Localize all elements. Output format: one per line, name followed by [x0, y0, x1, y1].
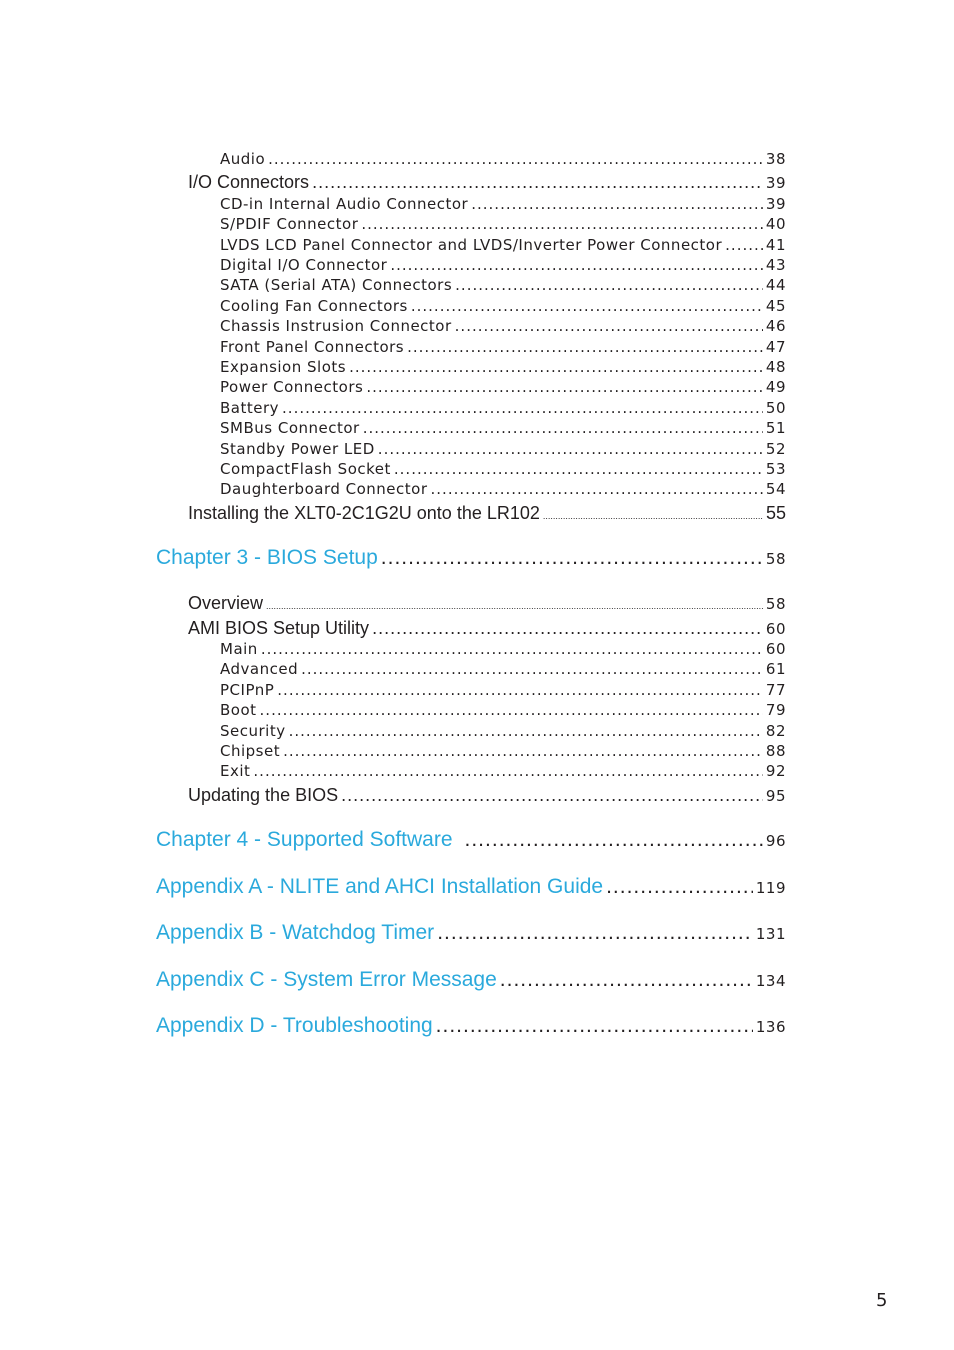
toc-entry-page: 45: [765, 297, 786, 315]
toc-entry-page: 39: [765, 174, 786, 192]
toc-entry-title: Standby Power LED: [220, 440, 375, 458]
toc-entry-title: Updating the BIOS: [188, 785, 339, 805]
toc-entry-page: 44: [765, 276, 786, 294]
toc-leader-dots: [361, 215, 763, 233]
toc-entry[interactable]: [220, 742, 786, 762]
toc-entry-title: PCIPnP: [220, 681, 275, 699]
toc-entry-title: Chipset: [220, 742, 281, 760]
toc-entry-page: 53: [765, 460, 786, 478]
toc-leader-dots: [289, 722, 763, 740]
toc-appendix-entry[interactable]: [156, 1014, 786, 1042]
toc-entry[interactable]: [220, 378, 786, 398]
toc-leader-dots: [431, 480, 763, 498]
toc-entry-title: Appendix A - NLITE and AHCI Installation Guide: [156, 875, 604, 898]
toc-leader-dots: [543, 503, 763, 524]
toc-entry-page: 46: [765, 317, 786, 335]
toc-entry-page: 51: [765, 419, 786, 437]
toc-entry-title: Audio: [220, 150, 266, 168]
toc-leader-dots: [378, 440, 763, 458]
toc-entry[interactable]: [220, 276, 786, 296]
toc-entry-page: 77: [765, 681, 786, 699]
toc-leader-dots: [363, 419, 763, 437]
toc-entry-title: Installing the XLT0-2C1G2U onto the LR102: [188, 503, 540, 523]
toc-entry-page: 55: [765, 503, 786, 523]
toc-leader-dots: [471, 195, 763, 213]
toc-entry[interactable]: [220, 762, 786, 782]
toc-entry-page: 47: [765, 338, 786, 356]
toc-entry-title: Appendix C - System Error Message: [156, 968, 497, 991]
toc-leader-dots: [277, 681, 763, 699]
toc-entry-title: Chassis Instrusion Connector: [220, 317, 452, 335]
toc-entry[interactable]: [220, 195, 786, 215]
toc-entry-title: Battery: [220, 399, 280, 417]
toc-leader-dots: [283, 742, 763, 760]
toc-entry-page: 58: [765, 550, 786, 568]
toc-entry[interactable]: [220, 358, 786, 378]
toc-entry-page: 54: [765, 480, 786, 498]
toc-leader-dots: [411, 297, 763, 315]
toc-entry-page: 49: [765, 378, 786, 396]
toc-entry[interactable]: [220, 297, 786, 317]
toc-entry[interactable]: [220, 215, 786, 235]
toc-entry[interactable]: [220, 150, 786, 170]
toc-leader-dots: [465, 828, 763, 852]
toc-entry[interactable]: [188, 618, 786, 642]
toc-entry-title: Advanced: [220, 660, 299, 678]
toc-entry-title: Security: [220, 722, 286, 740]
toc-entry[interactable]: [220, 660, 786, 680]
toc-entry-title: Overview: [188, 593, 264, 613]
toc-leader-dots: [390, 256, 763, 274]
toc-entry-title: LVDS LCD Panel Connector and LVDS/Inverter Power Connector: [220, 236, 723, 254]
toc-entry-page: 50: [765, 399, 786, 417]
toc-leader-dots: [725, 236, 763, 254]
toc-entry-page: 136: [755, 1018, 786, 1036]
toc-leader-dots: [372, 618, 763, 639]
toc-leader-dots: [282, 399, 763, 417]
toc-entry-page: 61: [765, 660, 786, 678]
toc-leader-dots: [407, 338, 763, 356]
toc-leader-dots: [312, 172, 763, 193]
toc-entry-title: CD-in Internal Audio Connector: [220, 195, 469, 213]
toc-entry-page: 131: [755, 925, 786, 943]
toc-entry-page: 95: [765, 787, 786, 805]
toc-chapter-entry[interactable]: [156, 546, 786, 574]
toc-entry[interactable]: [220, 681, 786, 701]
toc-leader-dots: [366, 378, 763, 396]
toc-entry[interactable]: [188, 593, 786, 617]
toc-leader-dots: [455, 317, 763, 335]
toc-entry-title: Exit: [220, 762, 251, 780]
toc-entry-title: AMI BIOS Setup Utility: [188, 618, 370, 638]
toc-entry-title: Boot: [220, 701, 257, 719]
toc-entry-title: Digital I/O Connector: [220, 256, 388, 274]
toc-entry-title: Cooling Fan Connectors: [220, 297, 408, 315]
toc-entry-title: Power Connectors: [220, 378, 364, 396]
toc-entry-page: 92: [765, 762, 786, 780]
toc-entry[interactable]: [220, 399, 786, 419]
toc-entry-page: 40: [765, 215, 786, 233]
toc-entry[interactable]: [220, 480, 786, 500]
toc-leader-dots: [436, 1014, 753, 1038]
toc-entry-page: 48: [765, 358, 786, 376]
toc-entry-title: Chapter 4 - Supported Software: [156, 828, 453, 851]
toc-entry[interactable]: [188, 172, 786, 196]
toc-entry-page: 119: [755, 879, 786, 897]
toc-entry[interactable]: [188, 785, 786, 809]
toc-appendix-entry[interactable]: [156, 968, 786, 996]
toc-entry-page: 41: [765, 236, 786, 254]
toc-entry[interactable]: [220, 440, 786, 460]
toc-entry-page: 58: [765, 595, 786, 613]
toc-entry-page: 60: [765, 620, 786, 638]
toc-appendix-entry[interactable]: [156, 875, 786, 903]
toc-entry[interactable]: [220, 640, 786, 660]
toc-entry-title: Chapter 3 - BIOS Setup: [156, 546, 378, 569]
toc-entry[interactable]: [220, 236, 786, 256]
toc-leader-dots: [266, 593, 763, 614]
toc-entry[interactable]: [220, 256, 786, 276]
toc-entry[interactable]: [220, 722, 786, 742]
toc-entry-title: SMBus Connector: [220, 419, 360, 437]
toc-entry-title: S/PDIF Connector: [220, 215, 359, 233]
toc-entry[interactable]: [188, 503, 786, 527]
toc-entry[interactable]: [220, 701, 786, 721]
toc-entry-page: 82: [765, 722, 786, 740]
toc-entry-page: 52: [765, 440, 786, 458]
toc-entry-page: 38: [765, 150, 786, 168]
toc-leader-dots: [341, 785, 763, 806]
toc-entry-title: Daughterboard Connector: [220, 480, 428, 498]
toc-appendix-entry[interactable]: [156, 921, 786, 949]
toc-entry-title: Appendix D - Troubleshooting: [156, 1014, 433, 1037]
toc-leader-dots: [500, 968, 753, 992]
toc-leader-dots: [606, 875, 753, 899]
toc-leader-dots: [253, 762, 763, 780]
toc-entry-title: SATA (Serial ATA) Connectors: [220, 276, 453, 294]
toc-entry-page: 88: [765, 742, 786, 760]
toc-entry[interactable]: [220, 460, 786, 480]
page-number: 5: [876, 1290, 888, 1311]
toc-entry-title: CompactFlash Socket: [220, 460, 391, 478]
toc-leader-dots: [301, 660, 763, 678]
toc-entry[interactable]: [220, 338, 786, 358]
toc-entry-title: Front Panel Connectors: [220, 338, 405, 356]
toc-leader-dots: [394, 460, 763, 478]
toc-entry[interactable]: [220, 317, 786, 337]
toc-leader-dots: [455, 276, 763, 294]
toc-leader-dots: [261, 640, 763, 658]
toc-entry-page: 134: [755, 972, 786, 990]
toc-leader-dots: [260, 701, 763, 719]
toc-leader-dots: [381, 546, 763, 570]
toc-entry-title: I/O Connectors: [188, 172, 310, 192]
toc-entry-page: 39: [765, 195, 786, 213]
toc-entry-title: Main: [220, 640, 258, 658]
toc-entry-page: 60: [765, 640, 786, 658]
toc-leader-dots: [349, 358, 763, 376]
toc-entry-title: Expansion Slots: [220, 358, 347, 376]
toc-entry-page: 43: [765, 256, 786, 274]
toc-entry[interactable]: [220, 419, 786, 439]
toc-entry-page: 79: [765, 701, 786, 719]
toc-entry-title: Appendix B - Watchdog Timer: [156, 921, 435, 944]
toc-leader-dots: [437, 921, 753, 945]
toc-entry-page: 96: [765, 832, 786, 850]
toc-leader-dots: [268, 150, 763, 168]
toc-chapter-entry[interactable]: [156, 828, 786, 856]
